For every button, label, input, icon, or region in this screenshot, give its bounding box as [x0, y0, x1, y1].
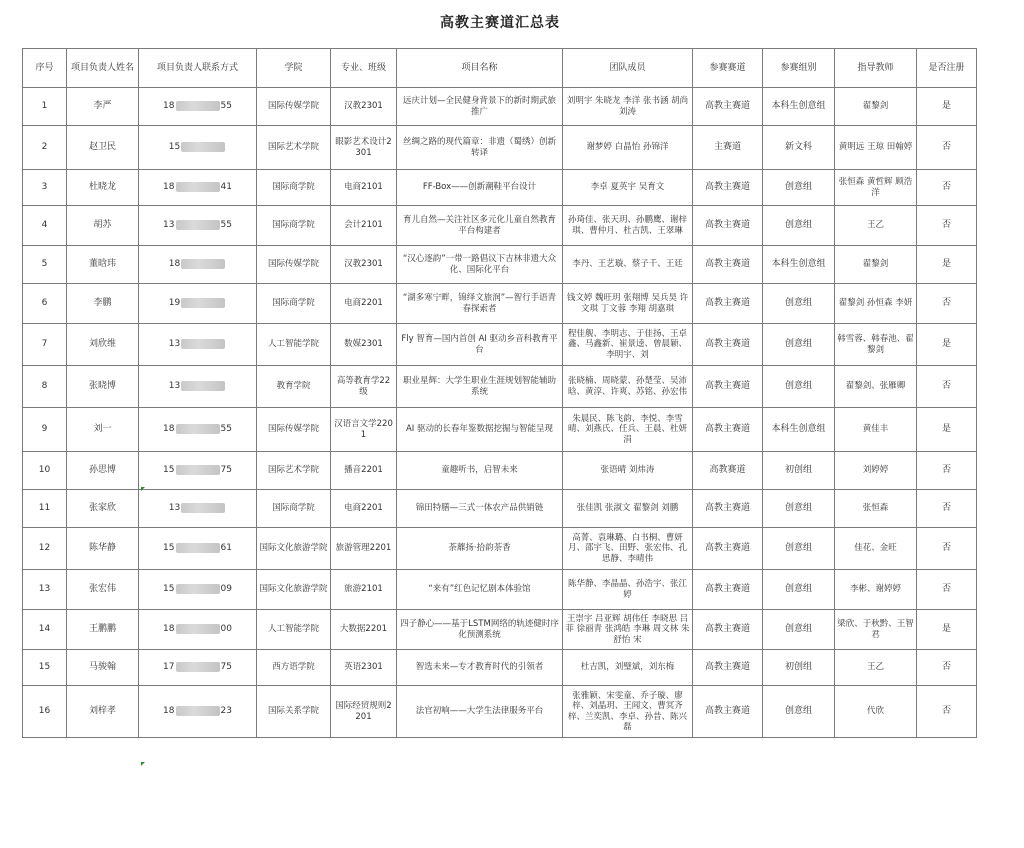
advisor-cell[interactable]: 翟黎剑: [835, 88, 917, 126]
leader-name-cell[interactable]: 李鹏: [67, 284, 139, 324]
row-number-cell[interactable]: 14: [23, 610, 67, 650]
phone-prefix: 15: [163, 543, 175, 554]
group-cell[interactable]: 创意组: [763, 610, 835, 650]
row-number-cell[interactable]: 7: [23, 324, 67, 366]
group-cell[interactable]: 创意组: [763, 324, 835, 366]
leader-name-cell[interactable]: 李严: [67, 88, 139, 126]
phone-value: [163, 424, 232, 434]
redacted-digits: [176, 220, 220, 230]
major-class-cell[interactable]: 国际经贸规则2201: [331, 686, 397, 738]
team-members-cell[interactable]: 高菁、袁琳璐、白书桐、曹妍月、邵宇飞、田野、张宏伟、孔思静、李晴伟: [563, 528, 693, 570]
major-class-cell[interactable]: 汉语言文学2201: [331, 408, 397, 452]
phone-value: [163, 182, 232, 192]
major-class-cell[interactable]: 播音2201: [331, 452, 397, 490]
team-members-cell[interactable]: 刘明宇 朱晓龙 李洋 张书涵 胡尚 刘涛: [563, 88, 693, 126]
major-class-cell[interactable]: 旅游2101: [331, 570, 397, 610]
phone-value: [163, 584, 232, 594]
group-cell[interactable]: 本科生创意组: [763, 246, 835, 284]
sheet-title: 高教主赛道汇总表: [440, 15, 560, 31]
phone-suffix: 23: [220, 706, 232, 717]
registered-cell[interactable]: 否: [917, 126, 977, 170]
phone-value: [163, 101, 232, 111]
phone-value: [169, 259, 226, 269]
registered-cell[interactable]: 否: [917, 366, 977, 408]
project-name-cell[interactable]: 智选未来—专才教育时代的引领者: [397, 650, 563, 686]
registered-cell[interactable]: 否: [917, 570, 977, 610]
advisor-cell[interactable]: 黄明远 王琼 田翰婷: [835, 126, 917, 170]
project-name-cell[interactable]: 职业星辉：大学生职业生涯规划智能辅助系统: [397, 366, 563, 408]
leader-phone-cell[interactable]: [139, 284, 257, 324]
team-members-cell[interactable]: 陈华静、李晶晶、孙浩宇、张江婷: [563, 570, 693, 610]
track-cell[interactable]: 高教主赛道: [693, 366, 763, 408]
header-cell[interactable]: 团队成员: [563, 49, 693, 88]
group-cell[interactable]: 创意组: [763, 570, 835, 610]
major-class-cell[interactable]: 汉教2301: [331, 88, 397, 126]
row-number-cell[interactable]: 6: [23, 284, 67, 324]
phone-prefix: 18: [163, 182, 175, 193]
phone-suffix: 75: [220, 465, 232, 476]
row-number-cell[interactable]: 10: [23, 452, 67, 490]
group-cell[interactable]: 创意组: [763, 686, 835, 738]
row-number-cell[interactable]: 8: [23, 366, 67, 408]
project-name-cell[interactable]: 远庆计划—全民健身背景下的新时期武旅推广: [397, 88, 563, 126]
redacted-digits: [181, 298, 225, 308]
college-cell[interactable]: 人工智能学院: [257, 324, 331, 366]
phone-prefix: 13: [168, 339, 181, 350]
track-cell[interactable]: 高教主赛道: [693, 324, 763, 366]
header-cell[interactable]: 指导教师: [835, 49, 917, 88]
registered-cell[interactable]: 是: [917, 246, 977, 284]
leader-name-cell[interactable]: 刘梓孝: [67, 686, 139, 738]
row-number-cell[interactable]: 16: [23, 686, 67, 738]
comment-marker: [141, 762, 145, 766]
registered-cell[interactable]: 否: [917, 452, 977, 490]
track-cell[interactable]: 高教主赛道: [693, 408, 763, 452]
table-row: [23, 88, 977, 126]
table-row: [23, 170, 977, 206]
phone-prefix: 13: [163, 220, 175, 231]
advisor-cell[interactable]: 黄佳丰: [835, 408, 917, 452]
comment-marker: [141, 487, 145, 491]
table-row: [23, 570, 977, 610]
table-row: [23, 610, 977, 650]
advisor-cell[interactable]: 梁欣、于秋黔、王智君: [835, 610, 917, 650]
phone-value: [169, 503, 226, 513]
college-cell[interactable]: 国际传媒学院: [257, 246, 331, 284]
row-number-cell[interactable]: 3: [23, 170, 67, 206]
leader-name-cell[interactable]: 张晓博: [67, 366, 139, 408]
project-name-cell[interactable]: “来有”红色记忆剧本体验馆: [397, 570, 563, 610]
team-members-cell[interactable]: 李卓 夏英宇 吴育文: [563, 170, 693, 206]
summary-table: [22, 48, 977, 738]
redacted-digits: [181, 339, 225, 349]
phone-value: [163, 706, 232, 716]
phone-value: [163, 220, 232, 230]
header-cell[interactable]: 参赛组别: [763, 49, 835, 88]
project-name-cell[interactable]: 荼蘼扬·拾韵荼香: [397, 528, 563, 570]
leader-phone-cell[interactable]: [139, 126, 257, 170]
leader-name-cell[interactable]: 孙思博: [67, 452, 139, 490]
major-class-cell[interactable]: 会计2101: [331, 206, 397, 246]
track-cell[interactable]: 高教主赛道: [693, 88, 763, 126]
table-row: [23, 366, 977, 408]
advisor-cell[interactable]: 代欣: [835, 686, 917, 738]
phone-suffix: 09: [220, 584, 232, 595]
phone-prefix: 15: [163, 584, 175, 595]
college-cell[interactable]: 国际商学院: [257, 206, 331, 246]
group-cell[interactable]: 创意组: [763, 528, 835, 570]
header-cell[interactable]: 是否注册: [917, 49, 977, 88]
header-cell[interactable]: 项目负责人姓名: [67, 49, 139, 88]
project-name-cell[interactable]: “汉心逐韵”一带一路倡议下吉林非遗大众化、国际化平台: [397, 246, 563, 284]
leader-phone-cell[interactable]: [139, 170, 257, 206]
phone-prefix: 18: [163, 424, 175, 435]
redacted-digits: [176, 624, 220, 634]
project-name-cell[interactable]: 锦田特膳—三式一体农产品供销链: [397, 490, 563, 528]
college-cell[interactable]: 国际艺术学院: [257, 452, 331, 490]
college-cell[interactable]: 教育学院: [257, 366, 331, 408]
table-row: [23, 528, 977, 570]
phone-value: [163, 543, 232, 553]
redacted-digits: [181, 381, 225, 391]
college-cell[interactable]: 国际关系学院: [257, 686, 331, 738]
college-cell[interactable]: 国际商学院: [257, 170, 331, 206]
phone-prefix: 19: [168, 298, 181, 309]
phone-suffix: 61: [220, 543, 232, 554]
phone-prefix: 18: [163, 706, 175, 717]
college-cell[interactable]: 国际商学院: [257, 284, 331, 324]
leader-name-cell[interactable]: 刘一: [67, 408, 139, 452]
redacted-digits: [181, 142, 225, 152]
track-cell[interactable]: 高教主赛道: [693, 650, 763, 686]
team-members-cell[interactable]: 孙琦佳、张天玥、孙鹏鹰、谢梓琪、曹仲月、杜吉凯、王翠琳: [563, 206, 693, 246]
group-cell[interactable]: 初创组: [763, 650, 835, 686]
advisor-cell[interactable]: 张恒森 黄哲辉 顾浩洋: [835, 170, 917, 206]
team-members-cell[interactable]: 张晓楠、周晓蒙、孙楚莹、吴沛晗、黄淳、许爽、苏铭、孙宏伟: [563, 366, 693, 408]
table-body: [23, 88, 977, 738]
header-cell[interactable]: 项目名称: [397, 49, 563, 88]
table-row: [23, 324, 977, 366]
track-cell[interactable]: 高教主赛道: [693, 570, 763, 610]
track-cell[interactable]: 主赛道: [693, 126, 763, 170]
phone-suffix: 55: [220, 424, 232, 435]
phone-prefix: 15: [168, 142, 181, 153]
phone-value: [163, 465, 232, 475]
redacted-digits: [176, 424, 220, 434]
group-cell[interactable]: 新文科: [763, 126, 835, 170]
redacted-digits: [176, 101, 220, 111]
advisor-cell[interactable]: 张恒森: [835, 490, 917, 528]
team-members-cell[interactable]: 杜吉凯，刘璧斌，刘东梅: [563, 650, 693, 686]
team-members-cell[interactable]: 朱晨民、陈飞韵、李悦、李雪晴、刘燕氏、任兵、王晨、杜妍涓: [563, 408, 693, 452]
leader-name-cell[interactable]: 陈华静: [67, 528, 139, 570]
phone-value: [163, 624, 232, 634]
team-members-cell[interactable]: 张雅颖、宋雯童、乔子璇、廖梓、刘晶玥、王闻文、曹冥齐梓、兰奕凯、李卓、孙昔、陈兴磊: [563, 686, 693, 738]
row-number-cell[interactable]: 2: [23, 126, 67, 170]
track-cell[interactable]: 高教赛道: [693, 452, 763, 490]
phone-value: [169, 381, 226, 391]
table-row: [23, 246, 977, 284]
redacted-digits: [176, 465, 220, 475]
row-number-cell[interactable]: 11: [23, 490, 67, 528]
registered-cell[interactable]: 否: [917, 170, 977, 206]
leader-name-cell[interactable]: 赵卫民: [67, 126, 139, 170]
leader-phone-cell[interactable]: [139, 570, 257, 610]
leader-phone-cell[interactable]: [139, 324, 257, 366]
leader-phone-cell[interactable]: [139, 490, 257, 528]
advisor-cell[interactable]: 翟黎剑: [835, 246, 917, 284]
phone-prefix: 18: [163, 101, 175, 112]
college-cell[interactable]: 国际商学院: [257, 490, 331, 528]
project-name-cell[interactable]: “湖多寒宁畔，锦绎文旅润”—智行手语青春探索者: [397, 284, 563, 324]
leader-name-cell[interactable]: 董晗玮: [67, 246, 139, 284]
redacted-digits: [176, 662, 220, 672]
header-row: [23, 49, 977, 88]
leader-phone-cell[interactable]: [139, 452, 257, 490]
phone-value: [163, 662, 232, 672]
row-number-cell[interactable]: 13: [23, 570, 67, 610]
row-number-cell[interactable]: 1: [23, 88, 67, 126]
phone-suffix: 75: [220, 662, 232, 673]
registered-cell[interactable]: 否: [917, 206, 977, 246]
phone-suffix: 41: [220, 182, 232, 193]
leader-phone-cell[interactable]: [139, 366, 257, 408]
group-cell[interactable]: 创意组: [763, 206, 835, 246]
leader-name-cell[interactable]: 刘欣维: [67, 324, 139, 366]
phone-prefix: 18: [163, 624, 175, 635]
phone-value: [169, 339, 226, 349]
college-cell[interactable]: 国际文化旅游学院: [257, 570, 331, 610]
project-name-cell[interactable]: 丝绸之路的现代篇章：非遗（蜀绣）创新转译: [397, 126, 563, 170]
row-number-cell[interactable]: 5: [23, 246, 67, 284]
leader-name-cell[interactable]: 杜晓龙: [67, 170, 139, 206]
advisor-cell[interactable]: 王乙: [835, 206, 917, 246]
college-cell[interactable]: 国际传媒学院: [257, 88, 331, 126]
leader-phone-cell[interactable]: [139, 408, 257, 452]
project-name-cell[interactable]: FF-Box——创新潮鞋平台设计: [397, 170, 563, 206]
major-class-cell[interactable]: 高等教育学22级: [331, 366, 397, 408]
phone-suffix: 55: [220, 220, 232, 231]
registered-cell[interactable]: 是: [917, 610, 977, 650]
leader-name-cell[interactable]: 马骏翰: [67, 650, 139, 686]
header-cell[interactable]: 项目负责人联系方式: [139, 49, 257, 88]
group-cell[interactable]: 本科生创意组: [763, 408, 835, 452]
college-cell[interactable]: 西方语学院: [257, 650, 331, 686]
table-row: [23, 650, 977, 686]
leader-phone-cell[interactable]: [139, 528, 257, 570]
leader-phone-cell[interactable]: [139, 650, 257, 686]
phone-suffix: 00: [220, 624, 232, 635]
row-number-cell[interactable]: 12: [23, 528, 67, 570]
row-number-cell[interactable]: 4: [23, 206, 67, 246]
leader-name-cell[interactable]: 胡苏: [67, 206, 139, 246]
project-name-cell[interactable]: 法官初响——大学生法律服务平台: [397, 686, 563, 738]
advisor-cell[interactable]: 翟黎剑、张雁卿: [835, 366, 917, 408]
phone-prefix: 15: [163, 465, 175, 476]
group-cell[interactable]: 创意组: [763, 490, 835, 528]
header-cell[interactable]: 参赛赛道: [693, 49, 763, 88]
phone-prefix: 13: [168, 381, 181, 392]
college-cell[interactable]: 国际传媒学院: [257, 408, 331, 452]
registered-cell[interactable]: 否: [917, 528, 977, 570]
registered-cell[interactable]: 否: [917, 490, 977, 528]
table-row: [23, 126, 977, 170]
group-cell[interactable]: 创意组: [763, 284, 835, 324]
advisor-cell[interactable]: 佳花、金旺: [835, 528, 917, 570]
advisor-cell[interactable]: 刘婷婷: [835, 452, 917, 490]
row-number-cell[interactable]: 15: [23, 650, 67, 686]
redacted-digits: [176, 706, 220, 716]
project-name-cell[interactable]: Fly 智育—国内首创 AI 驱动乡音科教育平台: [397, 324, 563, 366]
project-name-cell[interactable]: 童趣听书，启智未来: [397, 452, 563, 490]
registered-cell[interactable]: 是: [917, 408, 977, 452]
major-class-cell[interactable]: 大数据2201: [331, 610, 397, 650]
major-class-cell[interactable]: 数媒2301: [331, 324, 397, 366]
project-name-cell[interactable]: AI 驱动的长春年鉴数据挖掘与智能呈现: [397, 408, 563, 452]
table-row: [23, 490, 977, 528]
major-class-cell[interactable]: 旅游管理2201: [331, 528, 397, 570]
group-cell[interactable]: 本科生创意组: [763, 88, 835, 126]
leader-phone-cell[interactable]: [139, 88, 257, 126]
group-cell[interactable]: 初创组: [763, 452, 835, 490]
leader-name-cell[interactable]: 张家欣: [67, 490, 139, 528]
major-class-cell[interactable]: 电商2101: [331, 170, 397, 206]
redacted-digits: [176, 182, 220, 192]
phone-value: [169, 142, 226, 152]
row-number-cell[interactable]: 9: [23, 408, 67, 452]
advisor-cell[interactable]: 韩雪蓉、韩春池、翟黎剑: [835, 324, 917, 366]
project-name-cell[interactable]: 四子静心——基于LSTM网络的轨迹健时序化预测系统: [397, 610, 563, 650]
advisor-cell[interactable]: 李彬、谢婷婷: [835, 570, 917, 610]
leader-name-cell[interactable]: 张宏伟: [67, 570, 139, 610]
track-cell[interactable]: 高教主赛道: [693, 246, 763, 284]
team-members-cell[interactable]: 李丹、王艺璇、蔡子千、王廷: [563, 246, 693, 284]
major-class-cell[interactable]: 英语2301: [331, 650, 397, 686]
team-members-cell[interactable]: 张语晴 刘炜涛: [563, 452, 693, 490]
registered-cell[interactable]: 是: [917, 324, 977, 366]
phone-prefix: 13: [168, 503, 181, 514]
phone-prefix: 17: [163, 662, 175, 673]
college-cell[interactable]: 人工智能学院: [257, 610, 331, 650]
registered-cell[interactable]: 是: [917, 88, 977, 126]
registered-cell[interactable]: 否: [917, 686, 977, 738]
leader-phone-cell[interactable]: [139, 206, 257, 246]
leader-phone-cell[interactable]: [139, 686, 257, 738]
team-members-cell[interactable]: 钱文婷 魏旺玥 张翔博 吴兵昊 许文琪 丁文蓉 李翔 胡嘉琪: [563, 284, 693, 324]
redacted-digits: [181, 503, 225, 513]
table-row: [23, 452, 977, 490]
track-cell[interactable]: 高教主赛道: [693, 686, 763, 738]
project-name-cell[interactable]: 育儿自然—关注社区多元化儿童自然教育平台构建者: [397, 206, 563, 246]
track-cell[interactable]: 高教主赛道: [693, 490, 763, 528]
table-row: [23, 284, 977, 324]
leader-name-cell[interactable]: 王鹏鹏: [67, 610, 139, 650]
track-cell[interactable]: 高教主赛道: [693, 170, 763, 206]
table-row: [23, 686, 977, 738]
registered-cell[interactable]: 否: [917, 284, 977, 324]
group-cell[interactable]: 创意组: [763, 366, 835, 408]
major-class-cell[interactable]: 眼影艺术设计2301: [331, 126, 397, 170]
track-cell[interactable]: 高教主赛道: [693, 284, 763, 324]
track-cell[interactable]: 高教主赛道: [693, 206, 763, 246]
header-cell[interactable]: 专业、班级: [331, 49, 397, 88]
redacted-digits: [181, 259, 225, 269]
registered-cell[interactable]: 否: [917, 650, 977, 686]
team-members-cell[interactable]: 谢梦婷 白晶怡 孙锦洋: [563, 126, 693, 170]
track-cell[interactable]: 高教主赛道: [693, 528, 763, 570]
table-row: [23, 408, 977, 452]
track-cell[interactable]: 高教主赛道: [693, 610, 763, 650]
advisor-cell[interactable]: 翟黎剑 孙恒森 李妍: [835, 284, 917, 324]
redacted-digits: [176, 584, 220, 594]
advisor-cell[interactable]: 王乙: [835, 650, 917, 686]
redacted-digits: [176, 543, 220, 553]
major-class-cell[interactable]: 电商2201: [331, 284, 397, 324]
major-class-cell[interactable]: 汉教2301: [331, 246, 397, 284]
phone-prefix: 18: [168, 259, 181, 270]
table-row: [23, 206, 977, 246]
phone-suffix: 55: [220, 101, 232, 112]
header-cell[interactable]: 学院: [257, 49, 331, 88]
college-cell[interactable]: 国际文化旅游学院: [257, 528, 331, 570]
leader-phone-cell[interactable]: [139, 246, 257, 284]
major-class-cell[interactable]: 电商2201: [331, 490, 397, 528]
college-cell[interactable]: 国际艺术学院: [257, 126, 331, 170]
team-members-cell[interactable]: 王崇宇 吕亚辉 胡伟任 李晓思 吕菲 徐丽青 张鸿皓 李琳 周文林 朱舒怡 宋: [563, 610, 693, 650]
group-cell[interactable]: 创意组: [763, 170, 835, 206]
team-members-cell[interactable]: 张佳凯 张淑文 翟黎剑 刘鹏: [563, 490, 693, 528]
team-members-cell[interactable]: 程佳舰、李明志、于佳扬、王卓鑫、马鑫新、崔景逵、曾晨颖、李明宇、刘: [563, 324, 693, 366]
header-cell[interactable]: 序号: [23, 49, 67, 88]
phone-value: [169, 298, 226, 308]
leader-phone-cell[interactable]: [139, 610, 257, 650]
